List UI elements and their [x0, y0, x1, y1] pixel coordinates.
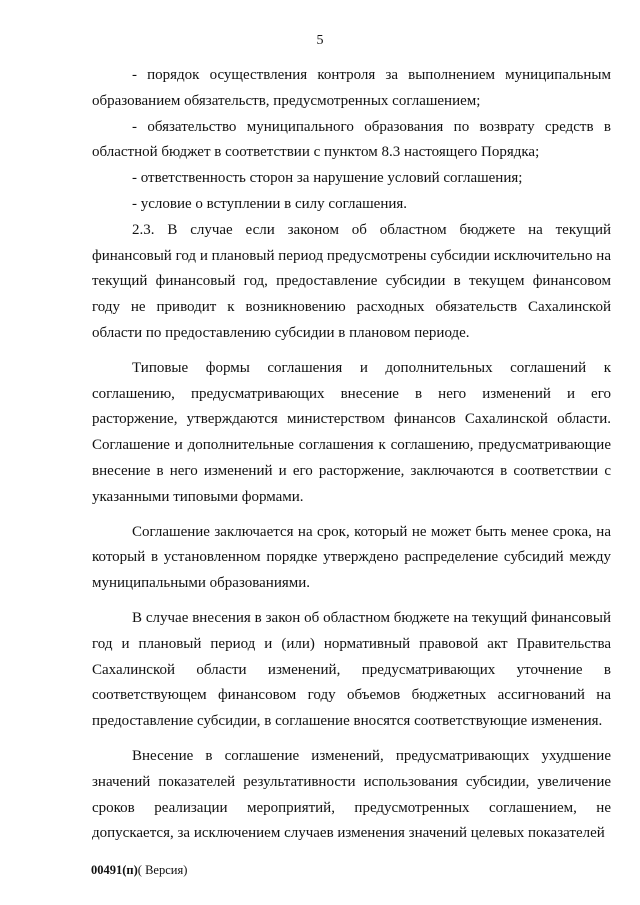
document-footer: [91, 863, 187, 878]
page-number: 5: [316, 33, 324, 48]
paragraph-amendments: Внесение в соглашение изменений, предусматривающих ухудшение значений показателей результативности использования субсидии, увеличение сроков реализации мероприятий, предусмотренных соглашением, не допускается, за исключением случаев изменения значений целевых показателей: [92, 747, 611, 842]
footer-code: 00491(п): [91, 863, 138, 877]
paragraph-typical-forms: Типовые формы соглашения и дополнительных соглашений к соглашению, предусматривающих внесение в него изменений и его расторжение, утверждаются министерством финансов Сахалинской области. Соглашение и дополнительные соглашения к соглашению, предусматривающие внесение в него изменений и его расторжение, заключаются в соответствии с указанными типовыми формами.: [92, 359, 611, 505]
document-body: [92, 63, 611, 847]
paragraph-refund-obligation: - обязательство муниципального образования по возврату средств в областной бюджет в соответствии с пунктом 8.3 настоящего Порядка;: [92, 118, 611, 161]
paragraph-entry-into-force: - условие о вступлении в силу соглашения.: [132, 195, 408, 212]
paragraph-clause-2-3: 2.3. В случае если законом об областном бюджете на текущий финансовый год и плановый период предусмотрены субсидии исключительно на текущий финансовый год, предоставление субсидии в текущем финансовом году не приводит к возникновению расходных обязательств Сахалинской области по предоставлению субсидии в плановом периоде.: [92, 221, 611, 341]
paragraph-budget-changes: В случае внесения в закон об областном бюджете на текущий финансовый год и плановый период и (или) нормативный правовой акт Правительства Сахалинской области изменений, предусматривающих уточнение в соответствующем финансовом году объемов бюджетных ассигнований на предоставление субсидии, в соглашение вносятся соответствующие изменения.: [92, 609, 611, 730]
footer-version: ( Версия): [137, 863, 188, 877]
paragraph-control-procedure: - порядок осуществления контроля за выполнением муниципальным образованием обязательств, предусмотренных соглашением;: [92, 67, 611, 109]
paragraph-liability: - ответственность сторон за нарушение условий соглашения;: [132, 170, 523, 187]
paragraph-agreement-term: Соглашение заключается на срок, который не может быть менее срока, на который в установленном порядке утверждено распределение субсидий между муниципальными образованиями.: [92, 523, 611, 592]
